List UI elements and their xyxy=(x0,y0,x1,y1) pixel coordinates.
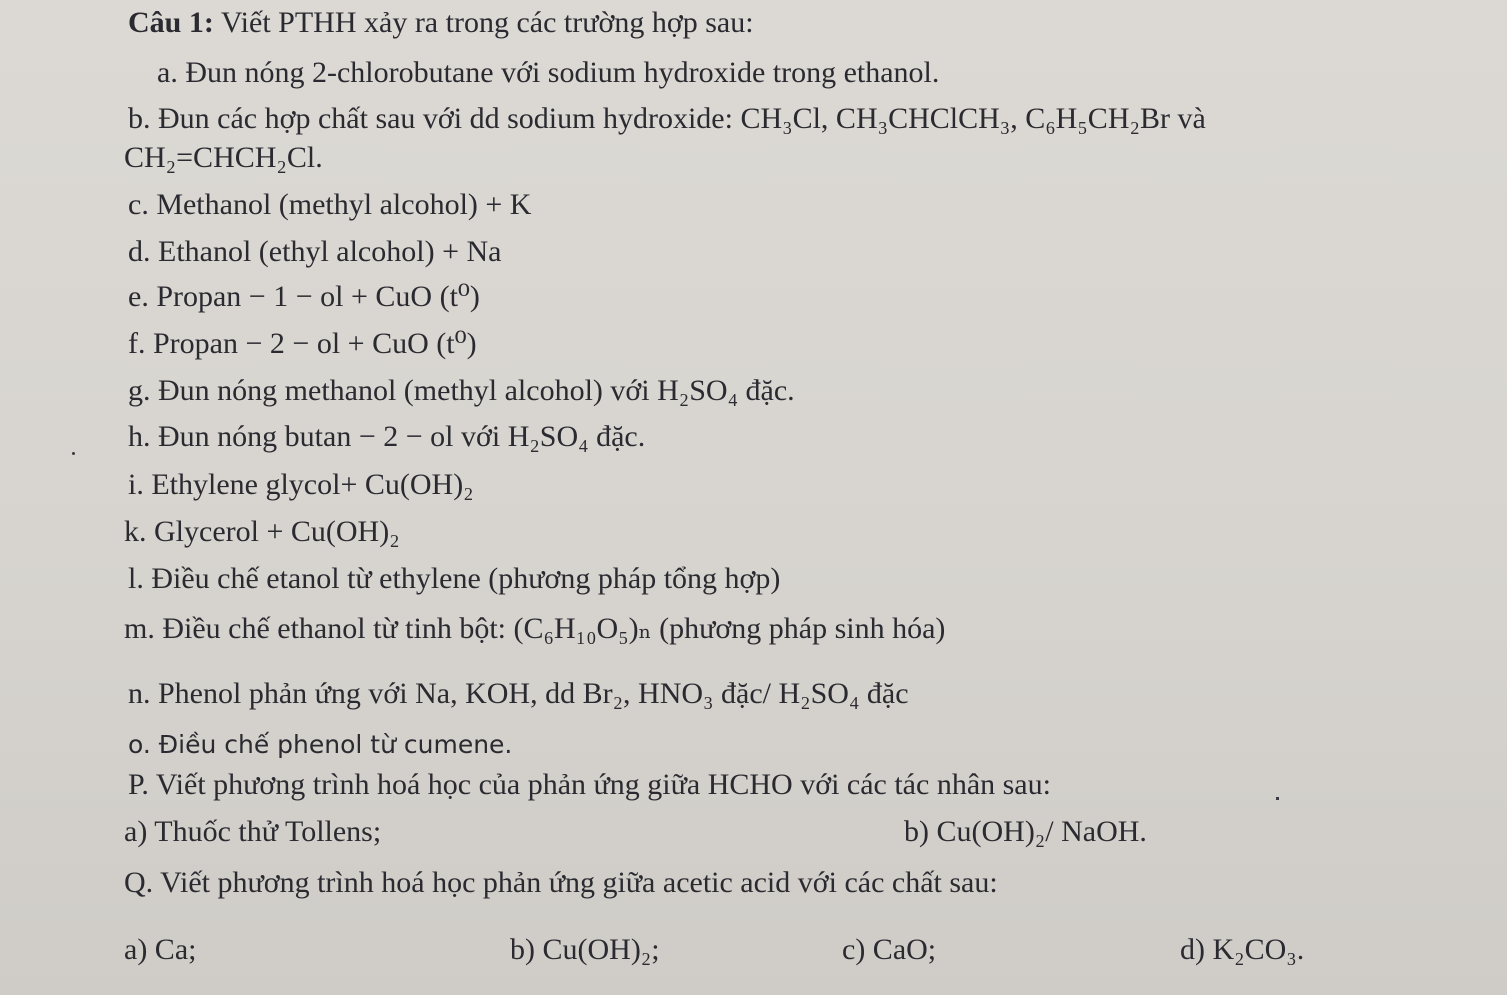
item-k: k. Glycerol + Cu(OH)₂ xyxy=(124,515,400,548)
item-q-option-d: d) K₂CO₃. xyxy=(1180,933,1305,966)
item-q: Q. Viết phương trình hoá học phản ứng giữa acetic acid với các chất sau: xyxy=(124,866,998,899)
item-g: g. Đun nóng methanol (methyl alcohol) với H₂SO₄ đặc. xyxy=(128,374,795,407)
item-c: c. Methanol (methyl alcohol) + K xyxy=(128,188,532,221)
item-p: P. Viết phương trình hoá học của phản ứng giữa HCHO với các tác nhân sau: xyxy=(128,768,1051,801)
item-l: l. Điều chế etanol từ ethylene (phương pháp tổng hợp) xyxy=(128,562,781,595)
item-b-line1: b. Đun các hợp chất sau với dd sodium hydroxide: CH₃Cl, CH₃CHClCH₃, C₆H₅CH₂Br và xyxy=(128,102,1206,135)
question-title xyxy=(128,6,754,40)
item-i: i. Ethylene glycol+ Cu(OH)₂ xyxy=(128,468,474,501)
question-number: Câu 1: xyxy=(128,6,214,39)
question-instruction: Viết PTHH xảy ra trong các trường hợp sau: xyxy=(220,6,754,39)
stray-tick-mark xyxy=(1276,797,1279,800)
item-b-line2: CH₂=CHCH₂Cl. xyxy=(124,141,323,174)
item-e: e. Propan − 1 − ol + CuO (t⁰) xyxy=(128,280,480,313)
item-q-option-b: b) Cu(OH)₂; xyxy=(510,933,660,966)
item-q-option-c: c) CaO; xyxy=(842,933,937,966)
item-m: m. Điều chế ethanol từ tinh bột: (C₆H₁₀O₅)ₙ (phương pháp sinh hóa) xyxy=(124,612,946,645)
item-d: d. Ethanol (ethyl alcohol) + Na xyxy=(128,235,502,268)
item-q-option-a: a) Ca; xyxy=(124,933,197,966)
item-p-option-b: b) Cu(OH)₂/ NaOH. xyxy=(904,815,1147,848)
item-p-option-a: a) Thuốc thử Tollens; xyxy=(124,815,382,848)
item-n: n. Phenol phản ứng với Na, KOH, dd Br₂, HNO₃ đặc/ H₂SO₄ đặc xyxy=(128,677,909,710)
item-f: f. Propan − 2 − ol + CuO (t⁰) xyxy=(128,327,477,360)
item-h: h. Đun nóng butan − 2 − ol với H₂SO₄ đặc. xyxy=(128,420,646,453)
item-o: o. Điều chế phenol từ cumene. xyxy=(128,730,513,759)
item-a: a. Đun nóng 2-chlorobutane với sodium hydroxide trong ethanol. xyxy=(157,56,940,89)
stray-dot-mark xyxy=(72,452,75,455)
